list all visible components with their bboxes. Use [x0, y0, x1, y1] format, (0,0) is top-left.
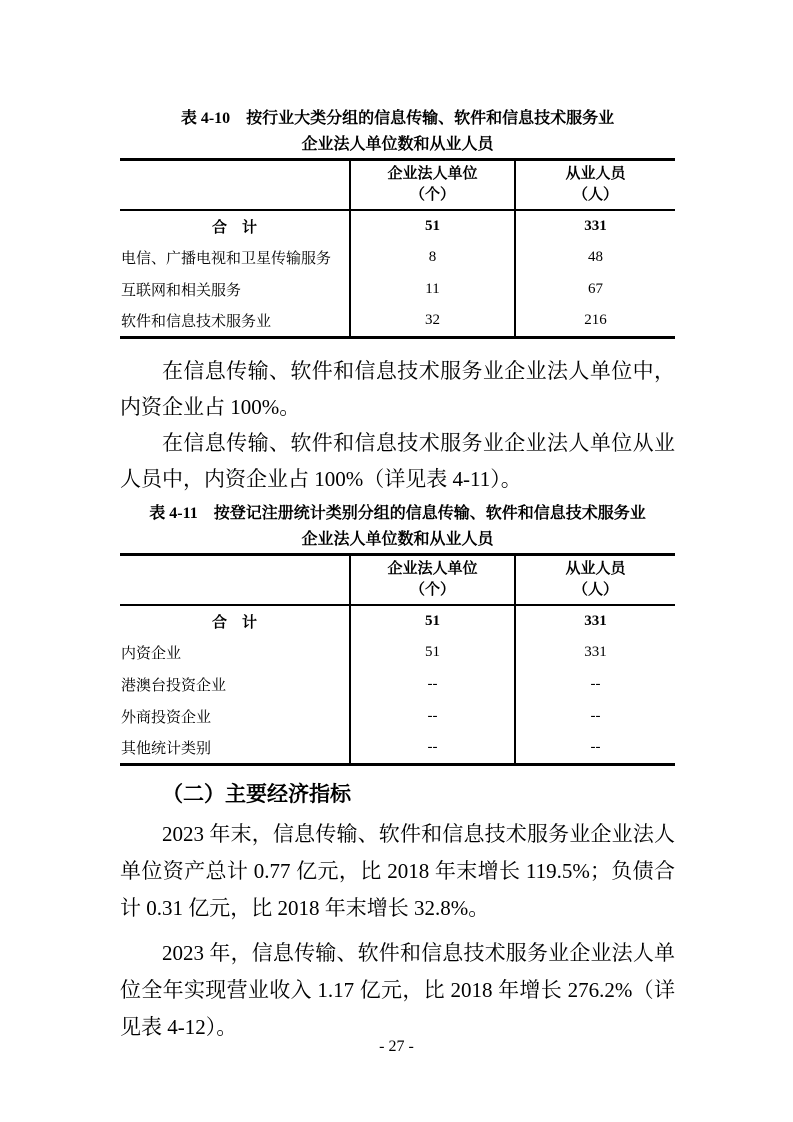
row-label: 软件和信息技术服务业 — [121, 314, 272, 331]
header-units-cell — [350, 555, 515, 605]
header-units-line2: （个） — [409, 581, 455, 598]
table-row — [120, 605, 675, 637]
cell-units: 51 — [350, 605, 515, 637]
cell-units: -- — [350, 701, 515, 733]
table-4-11-title — [120, 501, 675, 553]
table-row — [120, 669, 675, 701]
cell-units: -- — [350, 733, 515, 765]
table-row — [120, 242, 675, 274]
table-row — [120, 306, 675, 338]
table-row — [120, 210, 675, 242]
paragraph-assets-liabilities: 2023 年末，信息传输、软件和信息技术服务业企业法人单位资产总计 0.77 亿元，比 2018 年末增长 119.5%；负债合计 0.31 亿元，比 2018 年末增长 32.8%。 — [120, 822, 675, 920]
table-4-10-title — [120, 106, 675, 158]
cell-persons: 331 — [515, 605, 675, 637]
row-label: 港澳台投资企业 — [121, 678, 227, 694]
cell-persons: 331 — [515, 637, 675, 669]
paragraph-revenue: 2023 年，信息传输、软件和信息技术服务业企业法人单位全年实现营业收入 1.17 亿元，比 2018 年增长 276.2%（详见表 4-12）。 — [120, 941, 675, 1039]
cell-persons: 67 — [515, 274, 675, 306]
cell-units: 8 — [350, 242, 515, 274]
header-persons-line2: （人） — [572, 186, 618, 203]
row-label: 合 计 — [211, 614, 257, 631]
paragraph-domestic-units: 在信息传输、软件和信息技术服务业企业法人单位中，内资企业占 100%。 — [120, 359, 675, 419]
table-4-10-title-line2: 企业法人单位数和从业人员 — [301, 136, 494, 153]
table-row — [120, 274, 675, 306]
cell-units: 11 — [350, 274, 515, 306]
cell-persons: -- — [515, 701, 675, 733]
cell-units: -- — [350, 669, 515, 701]
row-label: 合 计 — [211, 219, 257, 236]
table-4-10-title-line1: 表 4-10 按行业大类分组的信息传输、软件和信息技术服务业 — [180, 110, 615, 127]
table-4-10 — [120, 158, 675, 339]
cell-units: 51 — [350, 210, 515, 242]
header-units-cell — [350, 160, 515, 210]
section-heading-economic-indicators: （二）主要经济指标 — [162, 782, 351, 806]
header-persons-cell — [515, 555, 675, 605]
cell-persons: -- — [515, 669, 675, 701]
cell-persons: 331 — [515, 210, 675, 242]
cell-units: 51 — [350, 637, 515, 669]
header-blank-cell — [120, 160, 350, 210]
row-label: 互联网和相关服务 — [121, 283, 242, 299]
header-persons-line1: 从业人员 — [565, 560, 626, 577]
cell-persons: -- — [515, 733, 675, 765]
table-4-11-title-line1: 表 4-11 按登记注册统计类别分组的信息传输、软件和信息技术服务业 — [149, 505, 646, 522]
header-persons-cell — [515, 160, 675, 210]
row-label: 外商投资企业 — [121, 710, 212, 726]
header-persons-line2: （人） — [572, 581, 618, 598]
header-units-line1: 企业法人单位 — [387, 560, 478, 577]
text-block-1 — [120, 353, 675, 497]
page-number: - 27 - — [379, 1038, 414, 1055]
page-content — [120, 0, 675, 1046]
header-units-line2: （个） — [409, 186, 455, 203]
paragraph-domestic-persons: 在信息传输、软件和信息技术服务业企业法人单位从业人员中，内资企业占 100%（详见表 4-11）。 — [120, 431, 675, 491]
table-4-11-title-line2: 企业法人单位数和从业人员 — [301, 531, 494, 548]
cell-units: 32 — [350, 306, 515, 338]
table-4-11 — [120, 553, 675, 766]
row-label: 其他统计类别 — [121, 741, 212, 758]
table-row — [120, 733, 675, 765]
table-4-10-header-row — [120, 160, 675, 210]
table-4-11-header-row — [120, 555, 675, 605]
header-blank-cell — [120, 555, 350, 605]
cell-persons: 216 — [515, 306, 675, 338]
table-row — [120, 637, 675, 669]
header-units-line1: 企业法人单位 — [387, 165, 478, 182]
cell-persons: 48 — [515, 242, 675, 274]
header-persons-line1: 从业人员 — [565, 165, 626, 182]
table-row — [120, 701, 675, 733]
row-label: 内资企业 — [121, 646, 182, 662]
row-label: 电信、广播电视和卫星传输服务 — [121, 251, 332, 267]
